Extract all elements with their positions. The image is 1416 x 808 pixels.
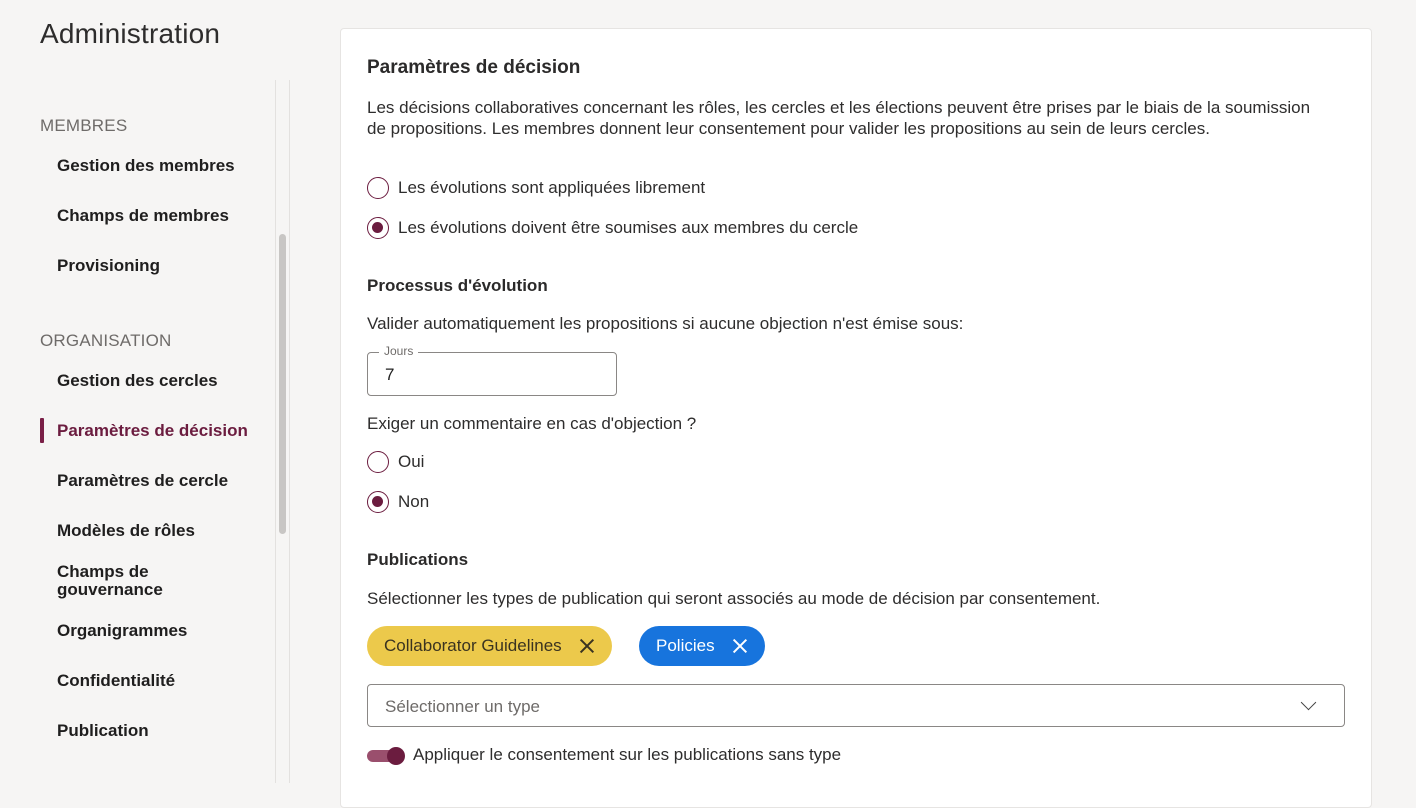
days-field[interactable]: [367, 344, 617, 396]
close-icon[interactable]: [731, 637, 749, 655]
consent-untyped-label: Appliquer le consentement sur les publications sans type: [413, 745, 842, 764]
sidebar-item-gestion-cercles[interactable]: Gestion des cercles: [57, 371, 218, 390]
sidebar-scrollbar-thumb[interactable]: [279, 234, 286, 534]
radio-free-label: Les évolutions sont appliquées librement: [398, 178, 706, 197]
consent-untyped-toggle[interactable]: [367, 747, 405, 765]
decision-title: Paramètres de décision: [367, 57, 581, 78]
chip-policies-label: Policies: [656, 636, 715, 655]
days-field-legend: Jours: [379, 344, 418, 358]
sidebar-item-publication[interactable]: Publication: [57, 721, 149, 740]
radio-option-submit[interactable]: [367, 217, 858, 239]
publications-title: Publications: [367, 550, 469, 569]
settings-card: [340, 28, 1372, 808]
comment-question: Exiger un commentaire en cas d'objection ?: [367, 414, 697, 433]
sidebar-item-confidentialite[interactable]: Confidentialité: [57, 671, 176, 690]
sidebar-item-parametres-cercle[interactable]: Paramètres de cercle: [57, 471, 229, 490]
radio-oui-label: Oui: [398, 452, 425, 471]
days-field-value[interactable]: 7: [385, 365, 395, 384]
radio-option-free[interactable]: [367, 177, 705, 199]
radio-oui[interactable]: [367, 451, 389, 473]
auto-validate-label: Valider automatiquement les propositions si aucune objection n'est émise sous:: [367, 314, 964, 333]
radio-submit-label: Les évolutions doivent être soumises aux membres du cercle: [398, 218, 859, 237]
sidebar-item-parametres-decision[interactable]: Paramètres de décision: [57, 421, 248, 440]
sidebar-item-modeles-roles[interactable]: Modèles de rôles: [57, 521, 195, 540]
publication-type-placeholder: Sélectionner un type: [385, 697, 540, 716]
page-title: Administration: [40, 18, 221, 49]
process-title: Processus d'évolution: [367, 276, 548, 295]
sidebar-section-organisation: ORGANISATION: [40, 331, 172, 350]
sidebar-item-champs-gouvernance[interactable]: Champs de gouvernance: [57, 562, 163, 599]
chevron-down-icon: [1301, 695, 1317, 711]
chip-policies: [639, 626, 765, 666]
decision-description: Les décisions collaboratives concernant les rôles, les cercles et les élections peuvent être prises par le biais de la soumission de propositions. Les membres donnent leur consentement pour valider les propositions au sein de leurs cercles.: [367, 98, 1311, 138]
toggle-knob: [387, 747, 405, 765]
close-icon[interactable]: [578, 637, 596, 655]
sidebar-active-indicator: [40, 418, 44, 443]
publications-description: Sélectionner les types de publication qui seront associés au mode de décision par consentement.: [367, 589, 1101, 608]
sidebar-item-champs-membres[interactable]: Champs de membres: [57, 206, 229, 225]
sidebar-item-organigrammes[interactable]: Organigrammes: [57, 621, 188, 640]
radio-non[interactable]: [367, 491, 389, 513]
sidebar-scrollbar[interactable]: [276, 80, 290, 783]
sidebar-item-gestion-membres[interactable]: Gestion des membres: [57, 156, 235, 175]
sidebar-section-membres: MEMBRES: [40, 116, 128, 135]
radio-submit[interactable]: [367, 217, 389, 239]
radio-option-oui[interactable]: [367, 451, 424, 473]
publication-type-select[interactable]: [367, 684, 1345, 727]
radio-free[interactable]: [367, 177, 389, 199]
radio-non-label: Non: [398, 492, 430, 511]
radio-option-non[interactable]: [367, 491, 429, 513]
sidebar-item-provisioning[interactable]: Provisioning: [57, 256, 160, 275]
chip-collaborator-guidelines: [367, 626, 612, 666]
chip-collaborator-guidelines-label: Collaborator Guidelines: [384, 636, 562, 655]
